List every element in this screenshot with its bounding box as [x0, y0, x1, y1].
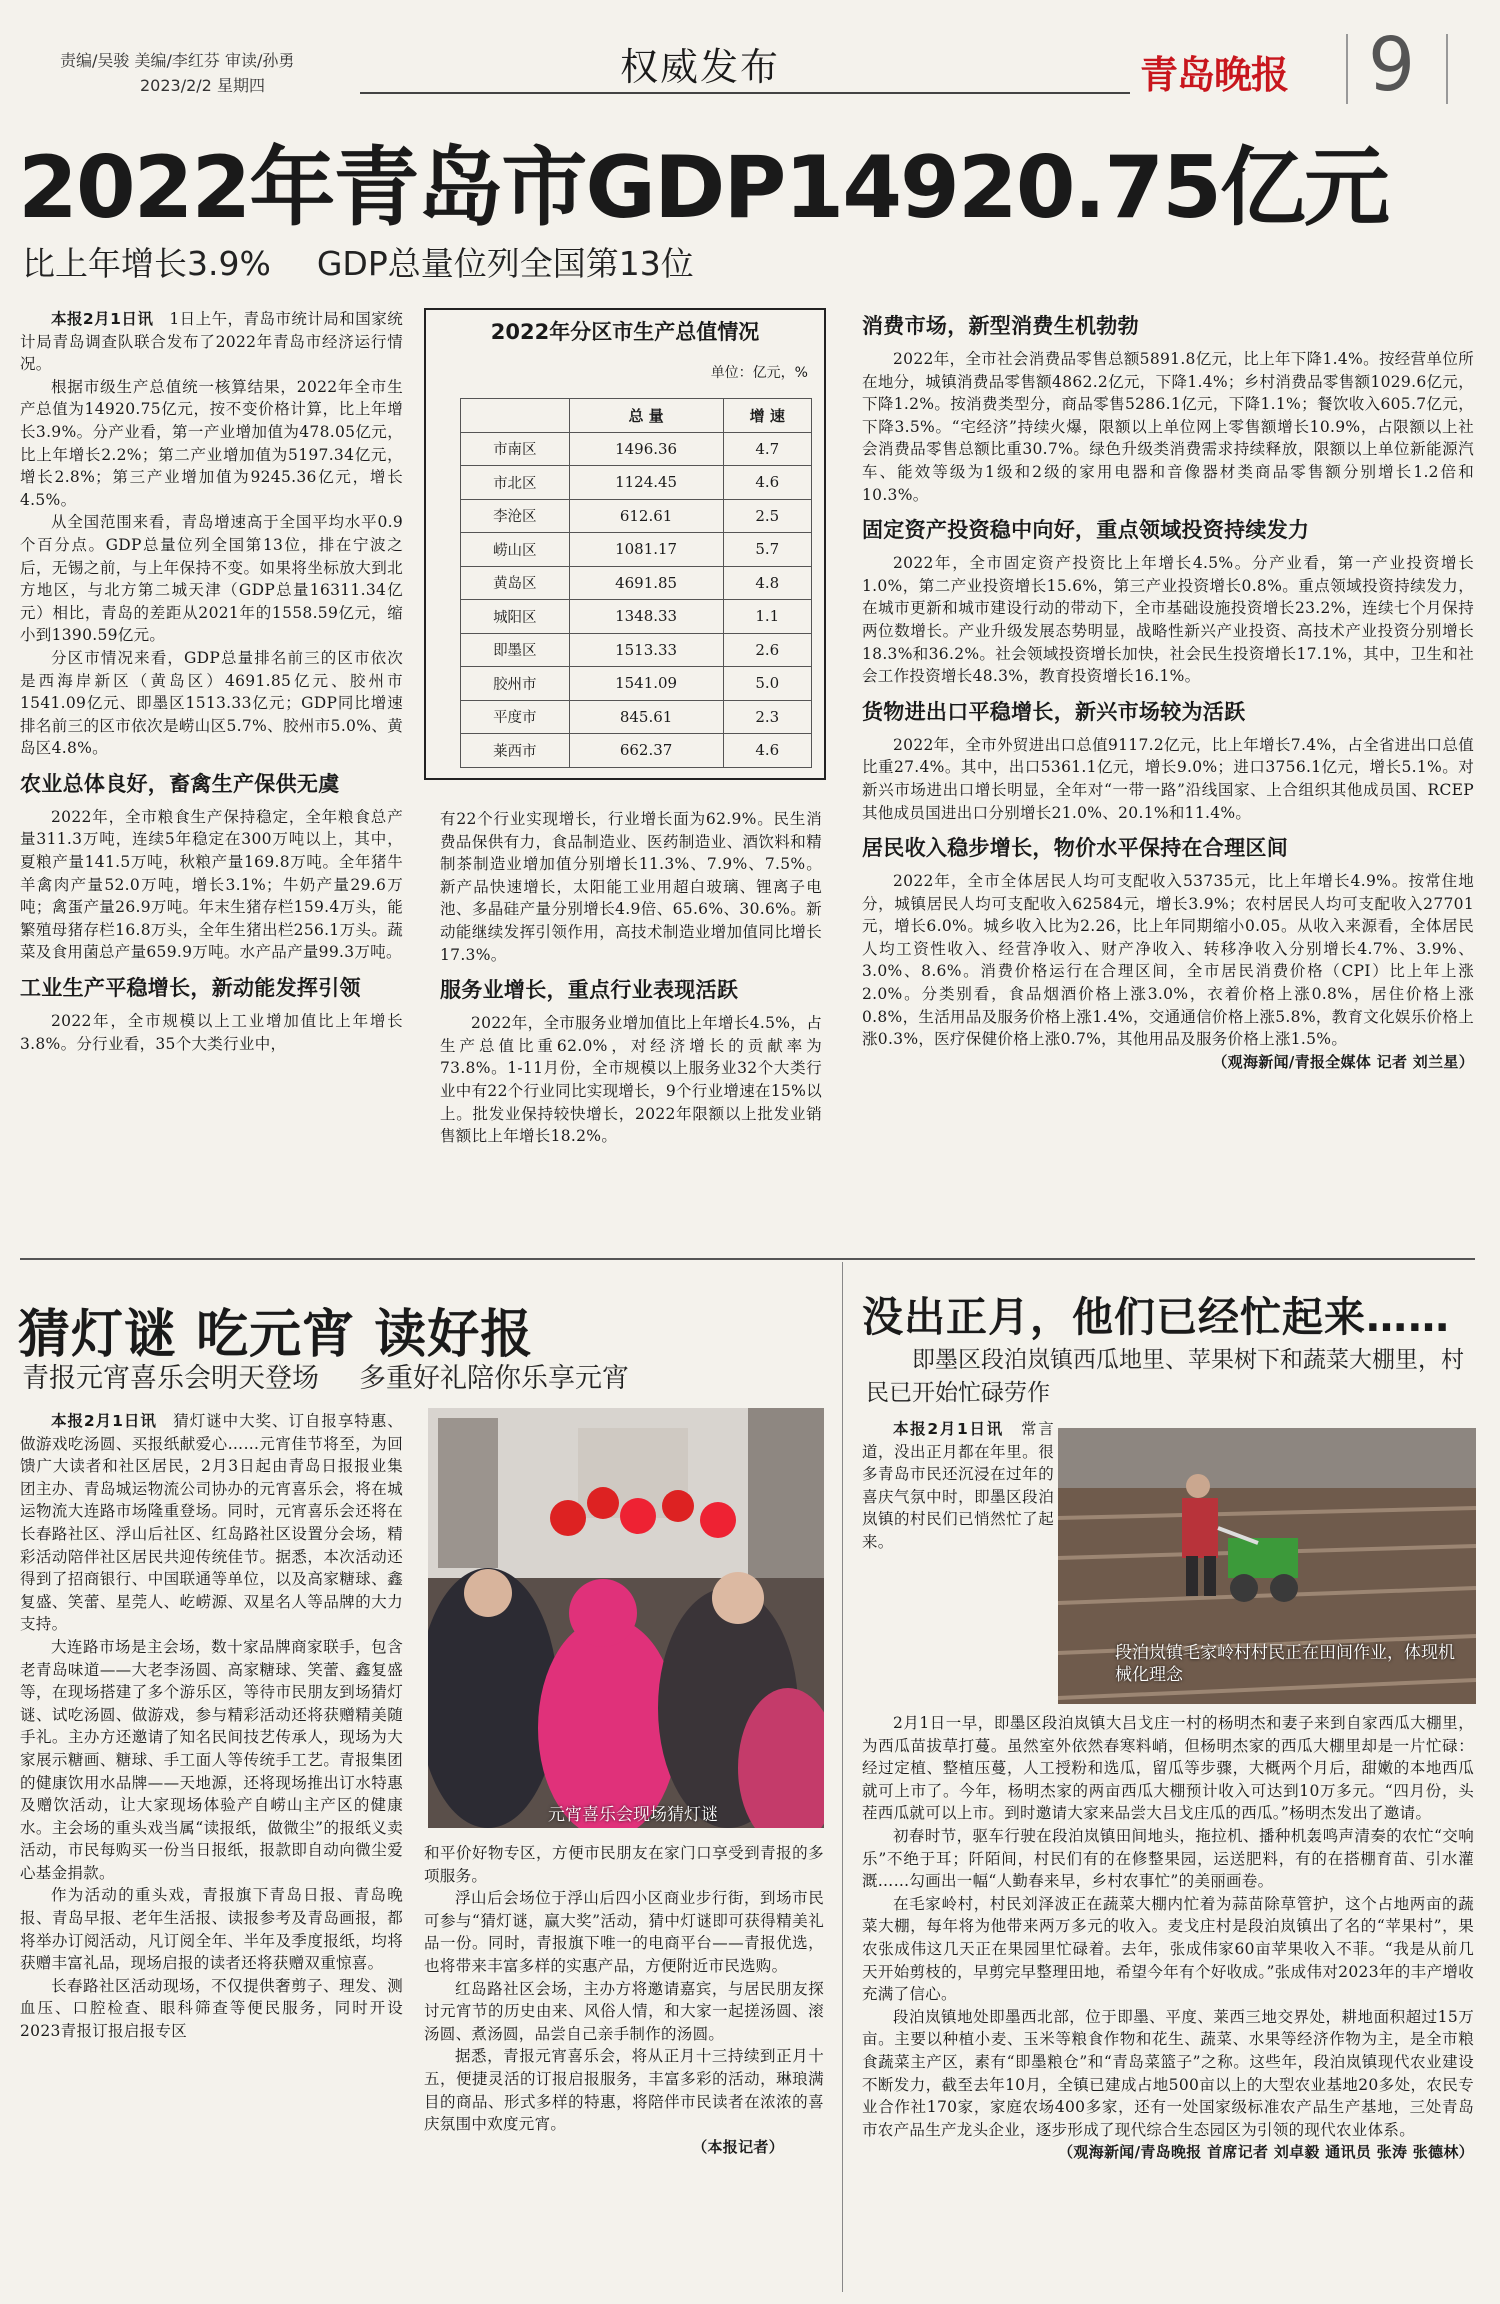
- paragraph: 2022年，全市外贸进出口总值9117.2亿元，比上年增长7.4%，占全省进出口总值比重27.4%。其中，出口5361.1亿元，增长9.0%；进口3756.1亿元，增长5.1%。对新兴市场进出口增长明显，全年对“一带一路”沿线国家、上合组织其他成员国、RCEP其他成员国进出口分别增长21.0%、20.1%和11.4%。: [862, 735, 1474, 822]
- dateline: 本报2月1日讯: [893, 1420, 1004, 1438]
- photo-caption: 段泊岚镇毛家岭村村民正在田间作业，体现机械化理念: [1115, 1643, 1455, 1685]
- paragraph: 2022年，全市服务业增加值比上年增长4.5%，占生产总值比重62.0%，对经济增长的贡献率为73.8%。1-11月份，全市规模以上服务业32个大类行业中有22个行业同比实现增长，9个行业增速在15%以上。批发业保持较快增长，2022年限额以上批发业销售额比上年增长18.2%。: [440, 1014, 822, 1146]
- district-gdp-table: [460, 398, 812, 768]
- column-header: 总 量: [569, 399, 723, 433]
- header-divider: [1346, 34, 1348, 104]
- lantern-column-2: [424, 1842, 824, 2158]
- gdp-cell: 1124.45: [569, 466, 723, 500]
- farm-subhead: 即墨区段泊岚镇西瓜地里、苹果树下和蔬菜大棚里，村民已开始忙碌劳作: [866, 1347, 1464, 1406]
- table-title: 2022年分区市生产总值情况: [490, 320, 760, 344]
- farm-column-2: [862, 1712, 1474, 2164]
- paragraph: 长春路社区活动现场，不仅提供奢剪子、理发、测血压、口腔检查、眼科筛查等便民服务，同时开设2023青报订报启报专区: [20, 1976, 403, 2041]
- table-row: [461, 734, 812, 768]
- crowd-photo-illustration: [428, 1408, 824, 1828]
- section-divider: [20, 1258, 1475, 1260]
- paragraph: 分区市情况来看，GDP总量排名前三的区市依次是西海岸新区（黄岛区）4691.85亿元、胶州市1541.09亿元、即墨区1513.33亿元；GDP同比增速排名前三的区市依次是崂山区5.7%、胶州市5.0%、黄岛区4.8%。: [20, 648, 403, 758]
- lantern-subhead: [22, 1356, 629, 1395]
- dateline: 本报2月1日讯: [51, 310, 154, 328]
- district-cell: 李沧区: [461, 499, 570, 533]
- subheading-agriculture: 农业总体良好，畜禽生产保供无虞: [20, 771, 340, 796]
- paragraph: 常言道，没出正月都在年里。很多青岛市民还沉浸在过年的喜庆气氛中时，即墨区段泊岚镇的村民们已悄然忙了起来。: [862, 1420, 1054, 1551]
- table-header-row: [461, 399, 812, 433]
- byline: （本报记者）: [692, 2137, 784, 2156]
- growth-cell: 1.1: [723, 600, 811, 634]
- growth-cell: 2.5: [723, 499, 811, 533]
- paragraph: 段泊岚镇地处即墨西北部，位于即墨、平度、莱西三地交界处，耕地面积超过15万亩。主要以种植小麦、玉米等粮食作物和花生、蔬菜、水果等经济作物为主，是全市粮食蔬菜主产区，素有“即墨粮仓”和“青岛菜篮子”之称。这些年，段泊岚镇现代农业建设不断发力，截至去年10月，全镇已建成占地500亩以上的大型农业基地20多处，农民专业合作社170家，家庭农场400多家，还有一处国家级标准农产品生产基地，三处青岛市农产品生产龙头企业，逐步形成了现代综合生态园区为引领的现代农业体系。: [862, 2007, 1474, 2139]
- article-column-1: [20, 308, 403, 1055]
- district-cell: 莱西市: [461, 734, 570, 768]
- masthead-editors: [60, 48, 294, 98]
- farm-column-1: [862, 1418, 1054, 1554]
- gdp-cell: 845.61: [569, 700, 723, 734]
- table-row: [461, 432, 812, 466]
- dateline: 本报2月1日讯: [51, 1412, 157, 1430]
- lantern-headline: 猜灯谜 吃元宵 读好报: [18, 1305, 534, 1365]
- paragraph: 2022年，全市粮食生产保持稳定，全年粮食总产量311.3万吨，连续5年稳定在300万吨以上，其中，夏粮产量141.5万吨，秋粮产量169.8万吨。全年猪牛羊禽肉产量52.0万吨，增长3.1%；牛奶产量29.6万吨；禽蛋产量26.9万吨。年末生猪存栏159.4万头，能繁殖母猪存栏16.8万头，全年生猪出栏256.1万头。蔬菜及食用菌总产量659.9万吨。水产品产量99.3万吨。: [20, 807, 403, 962]
- paragraph: 1日上午，青岛市统计局和国家统计局青岛调查队联合发布了2022年青岛市经济运行情况。: [20, 310, 403, 374]
- article-column-3: [862, 312, 1474, 1073]
- paragraph: 红岛路社区会场，主办方将邀请嘉宾，与居民朋友探讨元宵节的历史由来、风俗人情，和大家一起搓汤圆、滚汤圆、煮汤圆，品尝自己亲手制作的汤圆。: [424, 1979, 824, 2043]
- growth-cell: 2.3: [723, 700, 811, 734]
- district-cell: 黄岛区: [461, 566, 570, 600]
- subheading-services: 服务业增长，重点行业表现活跃: [440, 978, 739, 1003]
- gdp-cell: 4691.85: [569, 566, 723, 600]
- subheading-investment: 固定资产投资稳中向好，重点领域投资持续发力: [862, 518, 1310, 543]
- subhead-growth: 比上年增长3.9%: [22, 244, 271, 283]
- column-header: 增 速: [723, 399, 811, 433]
- paragraph: 和平价好物专区，方便市民朋友在家门口享受到青报的多项服务。: [424, 1844, 824, 1885]
- byline: （观海新闻/青岛晚报 首席记者 刘卓毅 通讯员 张涛 张德林）: [1058, 2143, 1474, 2162]
- paragraph: 猜灯谜中大奖、订自报享特惠、做游戏吃汤圆、买报纸献爱心……元宵佳节将至，为回馈广大读者和社区居民，2月3日起由青岛日报报业集团主办、青岛城运物流公司协办的元宵喜乐会，将在城运物流大连路市场隆重登场。同时，元宵喜乐会还将在长春路社区、浮山后社区、红岛路社区设置分会场，精彩活动陪伴社区居民共迎传统佳节。据悉，本次活动还得到了招商银行、中国联通等单位，以及高家糖球、鑫复盛、笑蕾、星莞人、屹崂源、双星名人等品牌的大力支持。: [20, 1412, 404, 1634]
- main-headline: 2022年青岛市GDP14920.75亿元: [18, 138, 1388, 238]
- newspaper-logo: 青岛晚报: [1140, 52, 1289, 97]
- subheading-industry: 工业生产平稳增长，新动能发挥引领: [20, 976, 361, 1001]
- district-cell: 胶州市: [461, 667, 570, 701]
- lantern-subhead-1: 青报元宵喜乐会明天登场: [22, 1363, 319, 1394]
- district-cell: 崂山区: [461, 533, 570, 567]
- gdp-cell: 1513.33: [569, 633, 723, 667]
- paragraph: 从全国范围来看，青岛增速高于全国平均水平0.9个百分点。GDP总量位列全国第13位，排在宁波之后，无锡之前，与上年保持不变。如果将坐标放大到北方地区，与北方第二城天津（GDP总量16311.34亿元）相比，青岛的差距从2021年的1558.59亿元，缩小到1390.59亿元。: [20, 513, 403, 645]
- gdp-cell: 1541.09: [569, 667, 723, 701]
- paragraph: 2022年，全市全体居民人均可支配收入53735元，比上年增长4.9%。按常住地分，城镇居民人均可支配收入62584元，增长3.9%；农村居民人均可支配收入27701元，增长6.0%。城乡收入比为2.26，比上年同期缩小0.05。从收入来源看，全体居民人均工资性收入、经营净收入、财产净收入、转移净收入分别增长4.7%、3.9%、3.0%、8.6%。消费价格运行在合理区间，全市居民消费价格（CPI）比上年上涨2.0%。分类别看，食品烟酒价格上涨3.0%，衣着价格上涨0.8%，居住价格上涨0.8%，生活用品及服务价格上涨1.4%，交通通信价格上涨5.8%，教育文化娱乐价格上涨0.3%，医疗保健价格上涨0.7%，其他用品及服务价格上涨1.5%。: [862, 872, 1474, 1049]
- paragraph: 初春时节，驱车行驶在段泊岚镇田间地头，拖拉机、播种机轰鸣声清奏的农忙“交响乐”不绝于耳；阡陌间，村民们有的在修整果园，运送肥料，有的在搭棚育苗、引水灌溉……勾画出一幅“人勤春来早，乡村农事忙”的美丽画卷。: [862, 1826, 1474, 1891]
- paragraph: 作为活动的重头戏，青报旗下青岛日报、青岛晚报、青岛早报、老年生活报、读报参考及青岛画报，都将举办订阅活动，凡订阅全年、半年及季度报纸，均将获赠丰富礼品，现场启报的读者还将获赠双重惊喜。: [20, 1886, 403, 1973]
- growth-cell: 4.6: [723, 466, 811, 500]
- paragraph: 浮山后会场位于浮山后四小区商业步行街，到场市民可参与“猜灯谜，赢大奖”活动，猜中灯谜即可获得精美礼品一份。同时，青报旗下唯一的电商平台——青报优选，也将带来丰富多样的实惠产品，方便附近市民选购。: [424, 1889, 824, 1975]
- editors-line: 责编/吴骏 美编/李红芬 审读/孙勇: [60, 51, 295, 70]
- gdp-cell: 1496.36: [569, 432, 723, 466]
- lantern-column-1: [20, 1410, 403, 2043]
- column-divider: [842, 1262, 843, 2292]
- farm-headline: 没出正月，他们已经忙起来……: [862, 1293, 1450, 1341]
- growth-cell: 5.7: [723, 533, 811, 567]
- page-number: 9: [1368, 22, 1416, 108]
- district-cell: 城阳区: [461, 600, 570, 634]
- gdp-cell: 1348.33: [569, 600, 723, 634]
- district-cell: 市南区: [461, 432, 570, 466]
- district-gdp-table-box: [424, 308, 826, 780]
- paragraph: 大连路市场是主会场，数十家品牌商家联手，包含老青岛味道——大老李汤圆、高家糖球、笑蕾、鑫复盛等，在现场搭建了多个游乐区，等待市民朋友到场猜灯谜、试吃汤圆、做游戏，参与精彩活动还将获赠精美随手礼。主办方还邀请了知名民间技艺传承人，现场为大家展示糖画、糖球、手工面人等传统手工艺。青报集团的健康饮用水品牌——天地源，还将现场推出订水特惠及赠饮活动，让大家现场体验产自崂山主产区的健康水。主会场的重头戏当属“读报纸，做微尘”的报纸义卖活动，市民每购买一份当日报纸，报款即自动向微尘爱心基金捐款。: [20, 1637, 403, 1882]
- paragraph: 据悉，青报元宵喜乐会，将从正月十三持续到正月十五，便捷灵活的订报启报服务，丰富多彩的活动，琳琅满目的商品、形式多样的特惠，将陪伴市民读者在浓浓的喜庆氛围中欢度元宵。: [424, 2047, 824, 2134]
- table-row: [461, 466, 812, 500]
- table-row: [461, 499, 812, 533]
- paragraph: 根据市级生产总值统一核算结果，2022年全市生产总值为14920.75亿元，按不变价格计算，比上年增长3.9%。分产业看，第一产业增加值为478.05亿元，比上年增长2.2%；第二产业增加值为5197.34亿元，增长2.8%；第三产业增加值为9245.36亿元，增长4.5%。: [20, 377, 403, 509]
- subheading-consumption: 消费市场，新型消费生机勃勃: [862, 314, 1139, 338]
- paragraph: 2022年，全市社会消费品零售总额5891.8亿元，比上年下降1.4%。按经营单位所在地分，城镇消费品零售额4862.2亿元，下降1.4%；乡村消费品零售额1029.6亿元，下降1.2%。按消费类型分，商品零售5286.1亿元，下降1.1%；餐饮收入605.7亿元，下降3.5%。“宅经济”持续火爆，限额以上单位网上零售额增长10.9%，占限额以上社会消费品零售总额比重30.7%。绿色升级类消费需求持续释放，限额以上单位新能源汽车、能效等级为1级和2级的家用电器和音像器材类商品零售额分别增长1.2倍和10.3%。: [862, 350, 1474, 504]
- article-column-2: [440, 808, 822, 1148]
- table-row: [461, 566, 812, 600]
- growth-cell: 5.0: [723, 667, 811, 701]
- gdp-cell: 662.37: [569, 734, 723, 768]
- photo-caption: 元宵喜乐会现场猜灯谜: [548, 1805, 718, 1825]
- column-header: [461, 399, 570, 433]
- district-cell: 平度市: [461, 700, 570, 734]
- lantern-subhead-2: 多重好礼陪你乐享元宵: [359, 1363, 629, 1394]
- growth-cell: 4.7: [723, 432, 811, 466]
- district-cell: 即墨区: [461, 633, 570, 667]
- main-subhead: [22, 238, 694, 285]
- paragraph: 2022年，全市固定资产投资比上年增长4.5%。分产业看，第一产业投资增长1.0%，第二产业投资增长15.6%，第三产业投资增长0.8%。重点领域投资持续发力，在城市更新和城市建设行动的带动下，全市基础设施投资增长23.2%，连续七个月保持两位数增长。产业升级发展态势明显，战略性新兴产业投资、高技术产业投资分别增长18.3%和36.2%。社会领域投资增长加快，社会民生投资增长17.1%，其中，卫生和社会工作投资增长48.3%，教育投资增长16.1%。: [862, 554, 1474, 686]
- table-row: [461, 600, 812, 634]
- district-cell: 市北区: [461, 466, 570, 500]
- table-row: [461, 533, 812, 567]
- lantern-festival-photo: [428, 1408, 824, 1828]
- table-unit: 单位：亿元，%: [710, 365, 808, 381]
- growth-cell: 2.6: [723, 633, 811, 667]
- paragraph: 有22个行业实现增长，行业增长面为62.9%。民生消费品保供有力，食品制造业、医药制造业、酒饮料和精制茶制造业增加值分别增长11.3%、7.9%、7.5%。新产品快速增长，太阳能工业用超白玻璃、锂离子电池、多晶硅产量分别增长4.9倍、65.6%、30.6%。新动能继续发挥引领作用，高技术制造业增加值同比增长17.3%。: [440, 810, 822, 964]
- gdp-cell: 1081.17: [569, 533, 723, 567]
- header-divider: [1446, 34, 1448, 104]
- issue-date: 2023/2/2 星期四: [140, 76, 265, 95]
- byline: （观海新闻/青报全媒体 记者 刘兰星）: [1212, 1052, 1474, 1071]
- table-row: [461, 667, 812, 701]
- table-row: [461, 633, 812, 667]
- subheading-income: 居民收入稳步增长，物价水平保持在合理区间: [862, 836, 1288, 861]
- paragraph: 2月1日一早，即墨区段泊岚镇大吕戈庄一村的杨明杰和妻子来到自家西瓜大棚里，为西瓜苗拔草打蔓。虽然室外依然春寒料峭，但杨明杰家的西瓜大棚里却是一片忙碌：经过定植、整植压蔓，人工授粉和选瓜，留瓜等步骤，大概两个月后，甜嫩的本地西瓜就可上市了。今年，杨明杰家的两亩西瓜大棚预计收入可达到10万多元。“四月份，头茬西瓜就可以上市。到时邀请大家来品尝大吕戈庄瓜的西瓜。”杨明杰发出了邀请。: [862, 1714, 1474, 1823]
- paragraph: 2022年，全市规模以上工业增加值比上年增长3.8%。分行业看，35个大类行业中，: [20, 1012, 403, 1053]
- section-title: 权威发布: [620, 45, 781, 89]
- header-rule: [360, 92, 1130, 94]
- paragraph: 在毛家岭村，村民刘泽波正在蔬菜大棚内忙着为蒜苗除草管护，这个占地两亩的蔬菜大棚，每年将为他带来两万多元的收入。麦戈庄村是段泊岚镇出了名的“苹果村”，果农张成伟这几天正在果园里忙碌着。去年，张成伟家60亩苹果收入不菲。“我是从前几天开始剪枝的，早剪完早整理田地，希望今年有个好收成。”张成伟对2023年的丰产增收充满了信心。: [862, 1894, 1474, 2004]
- subhead-rank: GDP总量位列全国第13位: [316, 244, 694, 283]
- gdp-cell: 612.61: [569, 499, 723, 533]
- growth-cell: 4.8: [723, 566, 811, 600]
- table-row: [461, 700, 812, 734]
- subheading-trade: 货物进出口平稳增长，新兴市场较为活跃: [862, 699, 1246, 724]
- growth-cell: 4.6: [723, 734, 811, 768]
